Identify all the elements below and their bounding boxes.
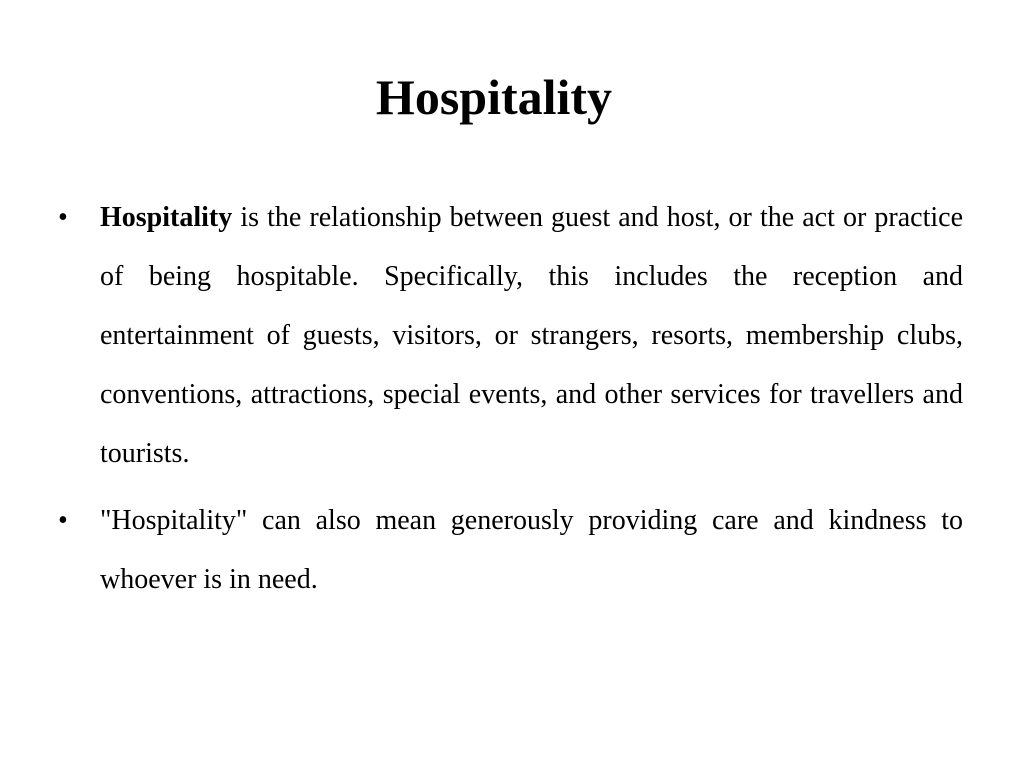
bullet-item-meaning (58, 491, 963, 609)
bullet-icon: • (58, 202, 68, 233)
bullet-list (58, 188, 963, 617)
bullet-icon: • (58, 505, 68, 536)
slide-title: Hospitality (375, 69, 613, 125)
bullet-text: "Hospitality" can also mean generously providing care and kindness to whoever is in need. (100, 505, 963, 595)
bullet-item-definition (58, 188, 963, 483)
bullet-text: is the relationship between guest and host, or the act or practice of being hospitable. Specifically, this includes the reception and entertainment of guests, visitors, or strangers, resorts, membership clubs, conventions, attractions, special events, and other services for travellers and tourists. (100, 202, 963, 469)
bullet-bold-term: Hospitality (100, 202, 233, 233)
